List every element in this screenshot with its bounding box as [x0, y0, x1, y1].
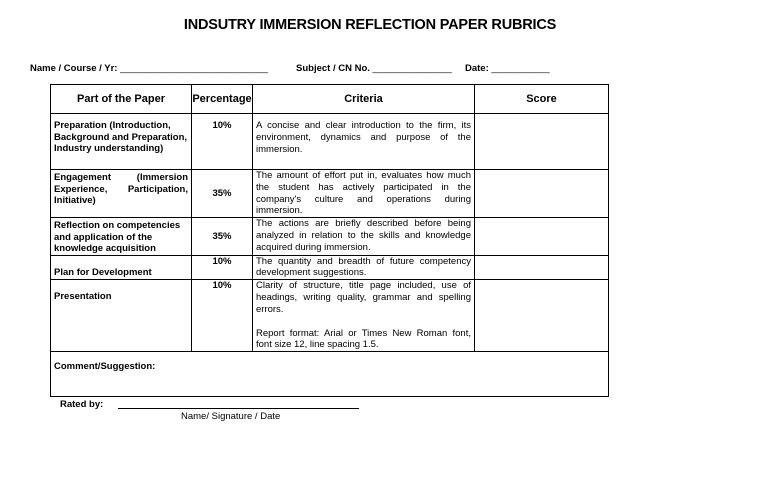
criteria-cell: The quantity and breadth of future competency development suggestions.	[253, 255, 475, 280]
column-header-score: Score	[475, 85, 609, 114]
criteria-cell: The amount of effort put in, evaluates how much the student has actively participated in the company's culture and operations during immersion.	[253, 170, 475, 218]
name-course-year-blank: ____________________________	[120, 63, 269, 74]
part-cell: Engagement (Immersion Experience, Participation, Initiative)	[51, 170, 192, 218]
table-row	[51, 170, 609, 218]
column-header-percentage: Percentage	[192, 85, 253, 114]
part-cell: Reflection on competencies and application of the knowledge acquisition	[51, 218, 192, 256]
table-row	[51, 280, 609, 352]
percentage-cell: 10%	[192, 114, 253, 170]
rated-by-label: Rated by:	[60, 399, 104, 410]
signature-caption: Name/ Signature / Date	[181, 411, 281, 422]
table-row	[51, 114, 609, 170]
criteria-text: Clarity of structure, title page included, use of headings, writing quality, grammar and spelling errors.	[256, 280, 471, 315]
score-cell[interactable]	[475, 170, 609, 218]
part-cell: Preparation (Introduction, Background and Preparation, Industry understanding)	[51, 114, 192, 170]
criteria-cell: The actions are briefly described before being analyzed in relation to the skills and knowledge acquired during immersion.	[253, 218, 475, 256]
date-label: Date:	[465, 63, 489, 74]
name-course-year-field	[30, 63, 268, 74]
score-cell[interactable]	[475, 218, 609, 256]
name-course-year-label: Name / Course / Yr:	[30, 63, 118, 74]
subject-cn-blank: _______________	[372, 63, 452, 74]
part-cell: Plan for Development	[51, 255, 192, 280]
column-header-criteria: Criteria	[253, 85, 475, 114]
table-row	[51, 218, 609, 256]
criteria-cell	[253, 280, 475, 352]
score-cell[interactable]	[475, 280, 609, 352]
signature-line	[118, 408, 359, 409]
percentage-cell: 10%	[192, 280, 253, 352]
percentage-cell: 35%	[192, 218, 253, 256]
score-cell[interactable]	[475, 255, 609, 280]
part-cell: Presentation	[51, 280, 192, 352]
comment-suggestion-label[interactable]: Comment/Suggestion:	[51, 352, 609, 397]
table-row	[51, 255, 609, 280]
percentage-cell: 10%	[192, 255, 253, 280]
subject-cn-field	[296, 63, 452, 74]
criteria-cell: A concise and clear introduction to the firm, its environment, dynamics and purpose of the immersion.	[253, 114, 475, 170]
score-cell[interactable]	[475, 114, 609, 170]
date-blank: ___________	[491, 63, 550, 74]
subject-cn-label: Subject / CN No.	[296, 63, 370, 74]
comment-row	[51, 352, 609, 397]
column-header-part: Part of the Paper	[51, 85, 192, 114]
rubric-table	[50, 84, 609, 397]
percentage-cell: 35%	[192, 170, 253, 218]
document-title: INDSUTRY IMMERSION REFLECTION PAPER RUBRICS	[183, 17, 557, 33]
table-header-row	[51, 85, 609, 114]
criteria-note: Report format: Arial or Times New Roman font, font size 12, line spacing 1.5.	[256, 327, 471, 351]
date-field	[465, 63, 550, 74]
